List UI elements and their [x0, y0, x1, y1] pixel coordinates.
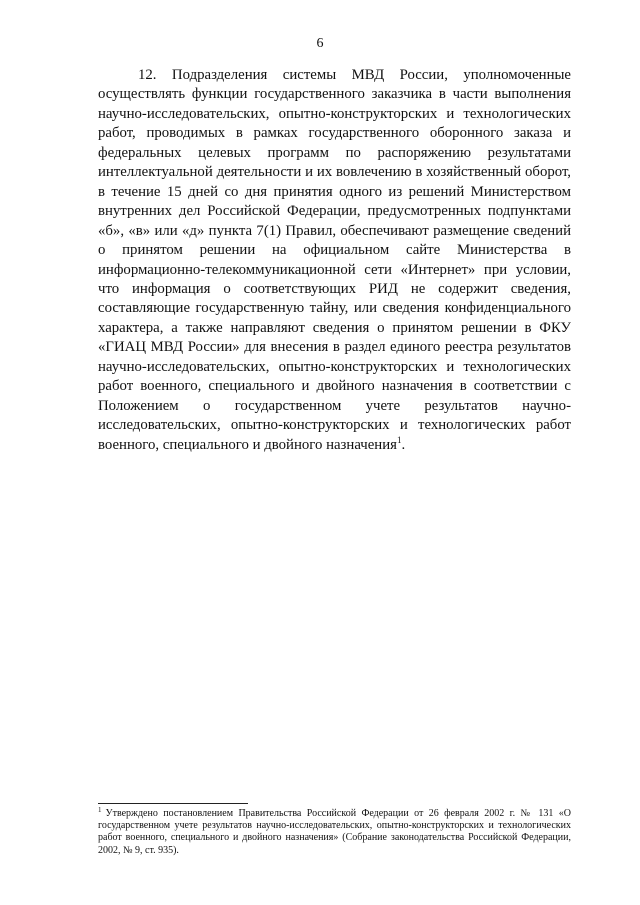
footnote-marker: 1 [98, 806, 102, 814]
footnote-reference: 1 [396, 434, 402, 445]
page-number: 6 [316, 36, 324, 51]
footnote-text: Утверждено постановлением Правительства Российской Федерации от 26 февраля 2002 г. № 131 «О государственном учете результатов научно-исследовательских, опытно-конструкторских и технологических работ военного, специального и двойного назначения» (Собрание законодательства Российской Федерации, 2002, № 9, ст. 935). [98, 808, 571, 856]
paragraph-text: 12. Подразделения системы МВД России, уполномоченные осуществлять функции государственного заказчика в части выполнения научно-исследовательских, опытно-конструкторских и технологических работ, проводимых в рамках государственного оборонного заказа и федеральных целевых программ по распоряжению результатами интеллектуальной деятельности и их вовлечению в хозяйственный оборот, в течение 15 дней со дня принятия одного из решений Министерством внутренних дел Российской Федерации, предусмотренных подпунктами «б», «в» или «д» пункта 7(1) Правил, обеспечивают размещение сведений о принятом решении на официальном сайте Министерства в информационно-телекоммуникационной сети «Интернет» при условии, что информация о соответствующих РИД не содержит сведения, составляющие государственную тайну, или сведения конфиденциального характера, а также направляют сведения о принятом решении в ФКУ «ГИАЦ МВД России» для внесения в раздел единого реестра результатов научно-исследовательских, опытно-конструкторских и технологических работ военного, специального и двойного назначения в соответствии с Положением о государственном учете результатов научно-исследовательских, опытно-конструкторских и технологических работ военного, специального и двойного назначения [98, 67, 571, 453]
main-paragraph [98, 66, 571, 455]
paragraph-end-punct: . [401, 436, 406, 453]
footnote-separator [98, 803, 248, 804]
footnote [98, 808, 571, 857]
